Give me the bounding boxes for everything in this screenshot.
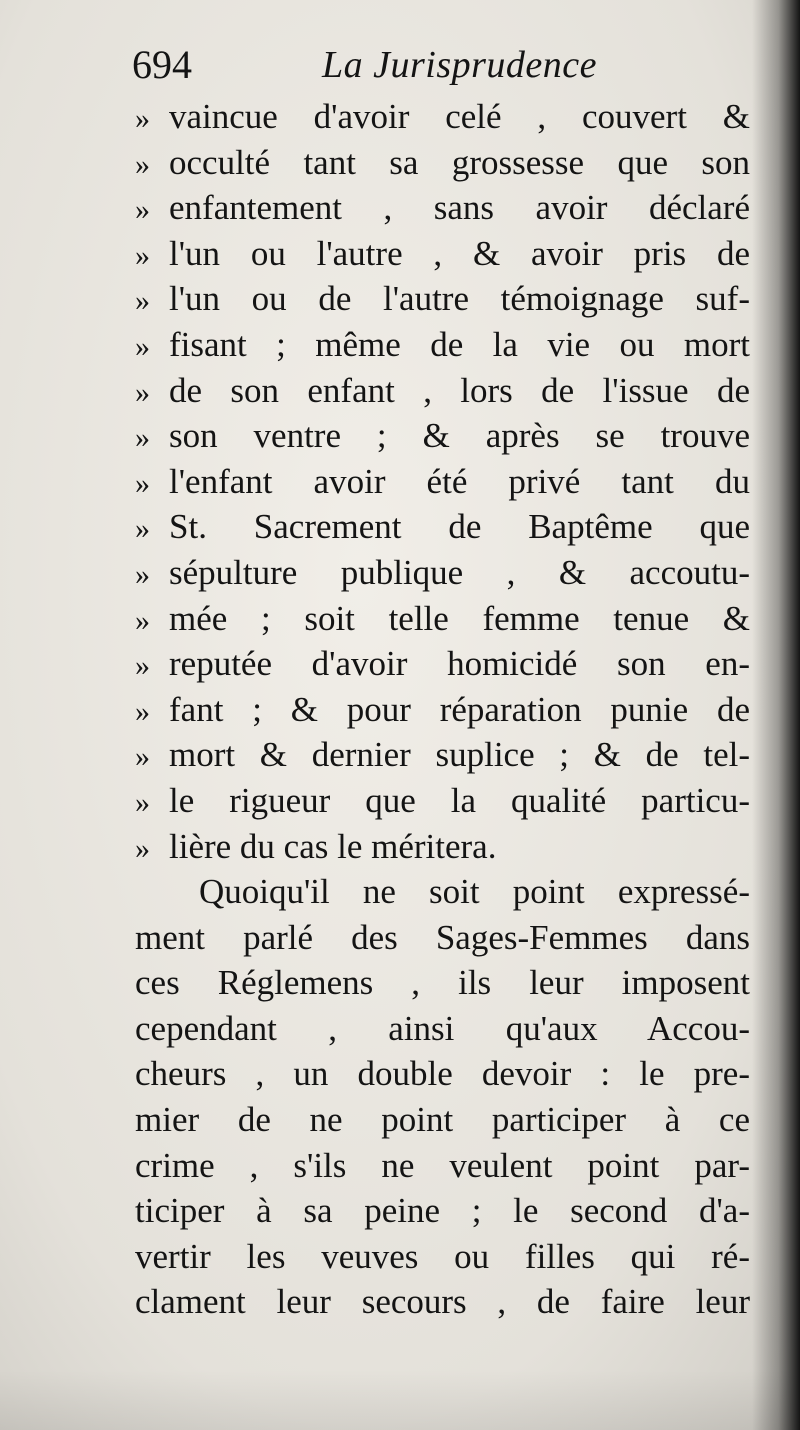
quoted-line: » le rigueur que la qualité particu- bbox=[135, 778, 750, 824]
quoted-line: » l'un ou l'autre , & avoir pris de bbox=[135, 231, 750, 277]
quote-mark: » bbox=[135, 557, 150, 591]
quoted-line: » St. Sacrement de Baptême que bbox=[135, 504, 750, 550]
page-header bbox=[132, 40, 732, 90]
quote-mark: » bbox=[135, 421, 150, 455]
page-edge-shadow bbox=[0, 1370, 800, 1430]
paragraph-line: clament leur secours , de faire leur bbox=[135, 1282, 750, 1322]
quoted-line: » de son enfant , lors de l'issue de bbox=[135, 368, 750, 414]
quote-mark: » bbox=[135, 284, 150, 318]
page-number: 694 bbox=[132, 42, 192, 87]
running-head: La Jurisprudence bbox=[322, 44, 598, 86]
quote-mark: » bbox=[135, 329, 150, 363]
paragraph-line: cheurs , un double devoir : le pre- bbox=[135, 1054, 750, 1094]
quoted-line: » occulté tant sa grossesse que son bbox=[135, 140, 750, 186]
paragraph-line: ces Réglemens , ils leur imposent bbox=[135, 963, 750, 1003]
quote-mark: » bbox=[135, 375, 150, 409]
quoted-line: » reputée d'avoir homicidé son en- bbox=[135, 641, 750, 687]
quoted-line: » fant ; & pour réparation punie de bbox=[135, 687, 750, 733]
quote-mark: » bbox=[135, 694, 150, 728]
quote-mark: » bbox=[135, 512, 150, 546]
quoted-line: » enfantement , sans avoir déclaré bbox=[135, 185, 750, 231]
quote-mark: » bbox=[135, 147, 150, 181]
paragraph-line: mier de ne point participer à ce bbox=[135, 1100, 750, 1140]
quoted-line: » mée ; soit telle femme tenue & bbox=[135, 596, 750, 642]
quote-mark: » bbox=[135, 785, 150, 819]
quote-mark: » bbox=[135, 831, 150, 865]
quote-mark: » bbox=[135, 603, 150, 637]
paragraph-line: crime , s'ils ne veulent point par- bbox=[135, 1145, 750, 1185]
paragraph-line: cependant , ainsi qu'aux Accou- bbox=[135, 1008, 750, 1048]
quote-mark: » bbox=[135, 102, 150, 135]
text-block bbox=[135, 94, 750, 1325]
quoted-line: » son ventre ; & après se trouve bbox=[135, 413, 750, 459]
quoted-line: » vaincue d'avoir celé , couvert & bbox=[135, 94, 750, 140]
quoted-line: » l'enfant avoir été privé tant du bbox=[135, 459, 750, 505]
quoted-line: » l'un ou de l'autre témoignage suf- bbox=[135, 276, 750, 322]
quoted-line: » sépulture publique , & accoutu- bbox=[135, 550, 750, 596]
paragraph-line: vertir les veuves ou filles qui ré- bbox=[135, 1236, 750, 1276]
paragraph-line: ment parlé des Sages-Femmes dans bbox=[135, 917, 750, 957]
book-spine-shadow bbox=[752, 0, 800, 1430]
paragraph-line: Quoiqu'il ne soit point expressé- bbox=[199, 872, 750, 912]
quote-mark: » bbox=[135, 238, 150, 272]
quote-mark: » bbox=[135, 649, 150, 683]
paragraph-line: ticiper à sa peine ; le second d'a- bbox=[135, 1191, 750, 1231]
quote-mark: » bbox=[135, 740, 150, 774]
quoted-line: » lière du cas le méritera. bbox=[135, 824, 750, 870]
quote-mark: » bbox=[135, 466, 150, 500]
quoted-line: » mort & dernier suplice ; & de tel- bbox=[135, 732, 750, 778]
quote-mark: » bbox=[135, 193, 150, 227]
quoted-line: » fisant ; même de la vie ou mort bbox=[135, 322, 750, 368]
